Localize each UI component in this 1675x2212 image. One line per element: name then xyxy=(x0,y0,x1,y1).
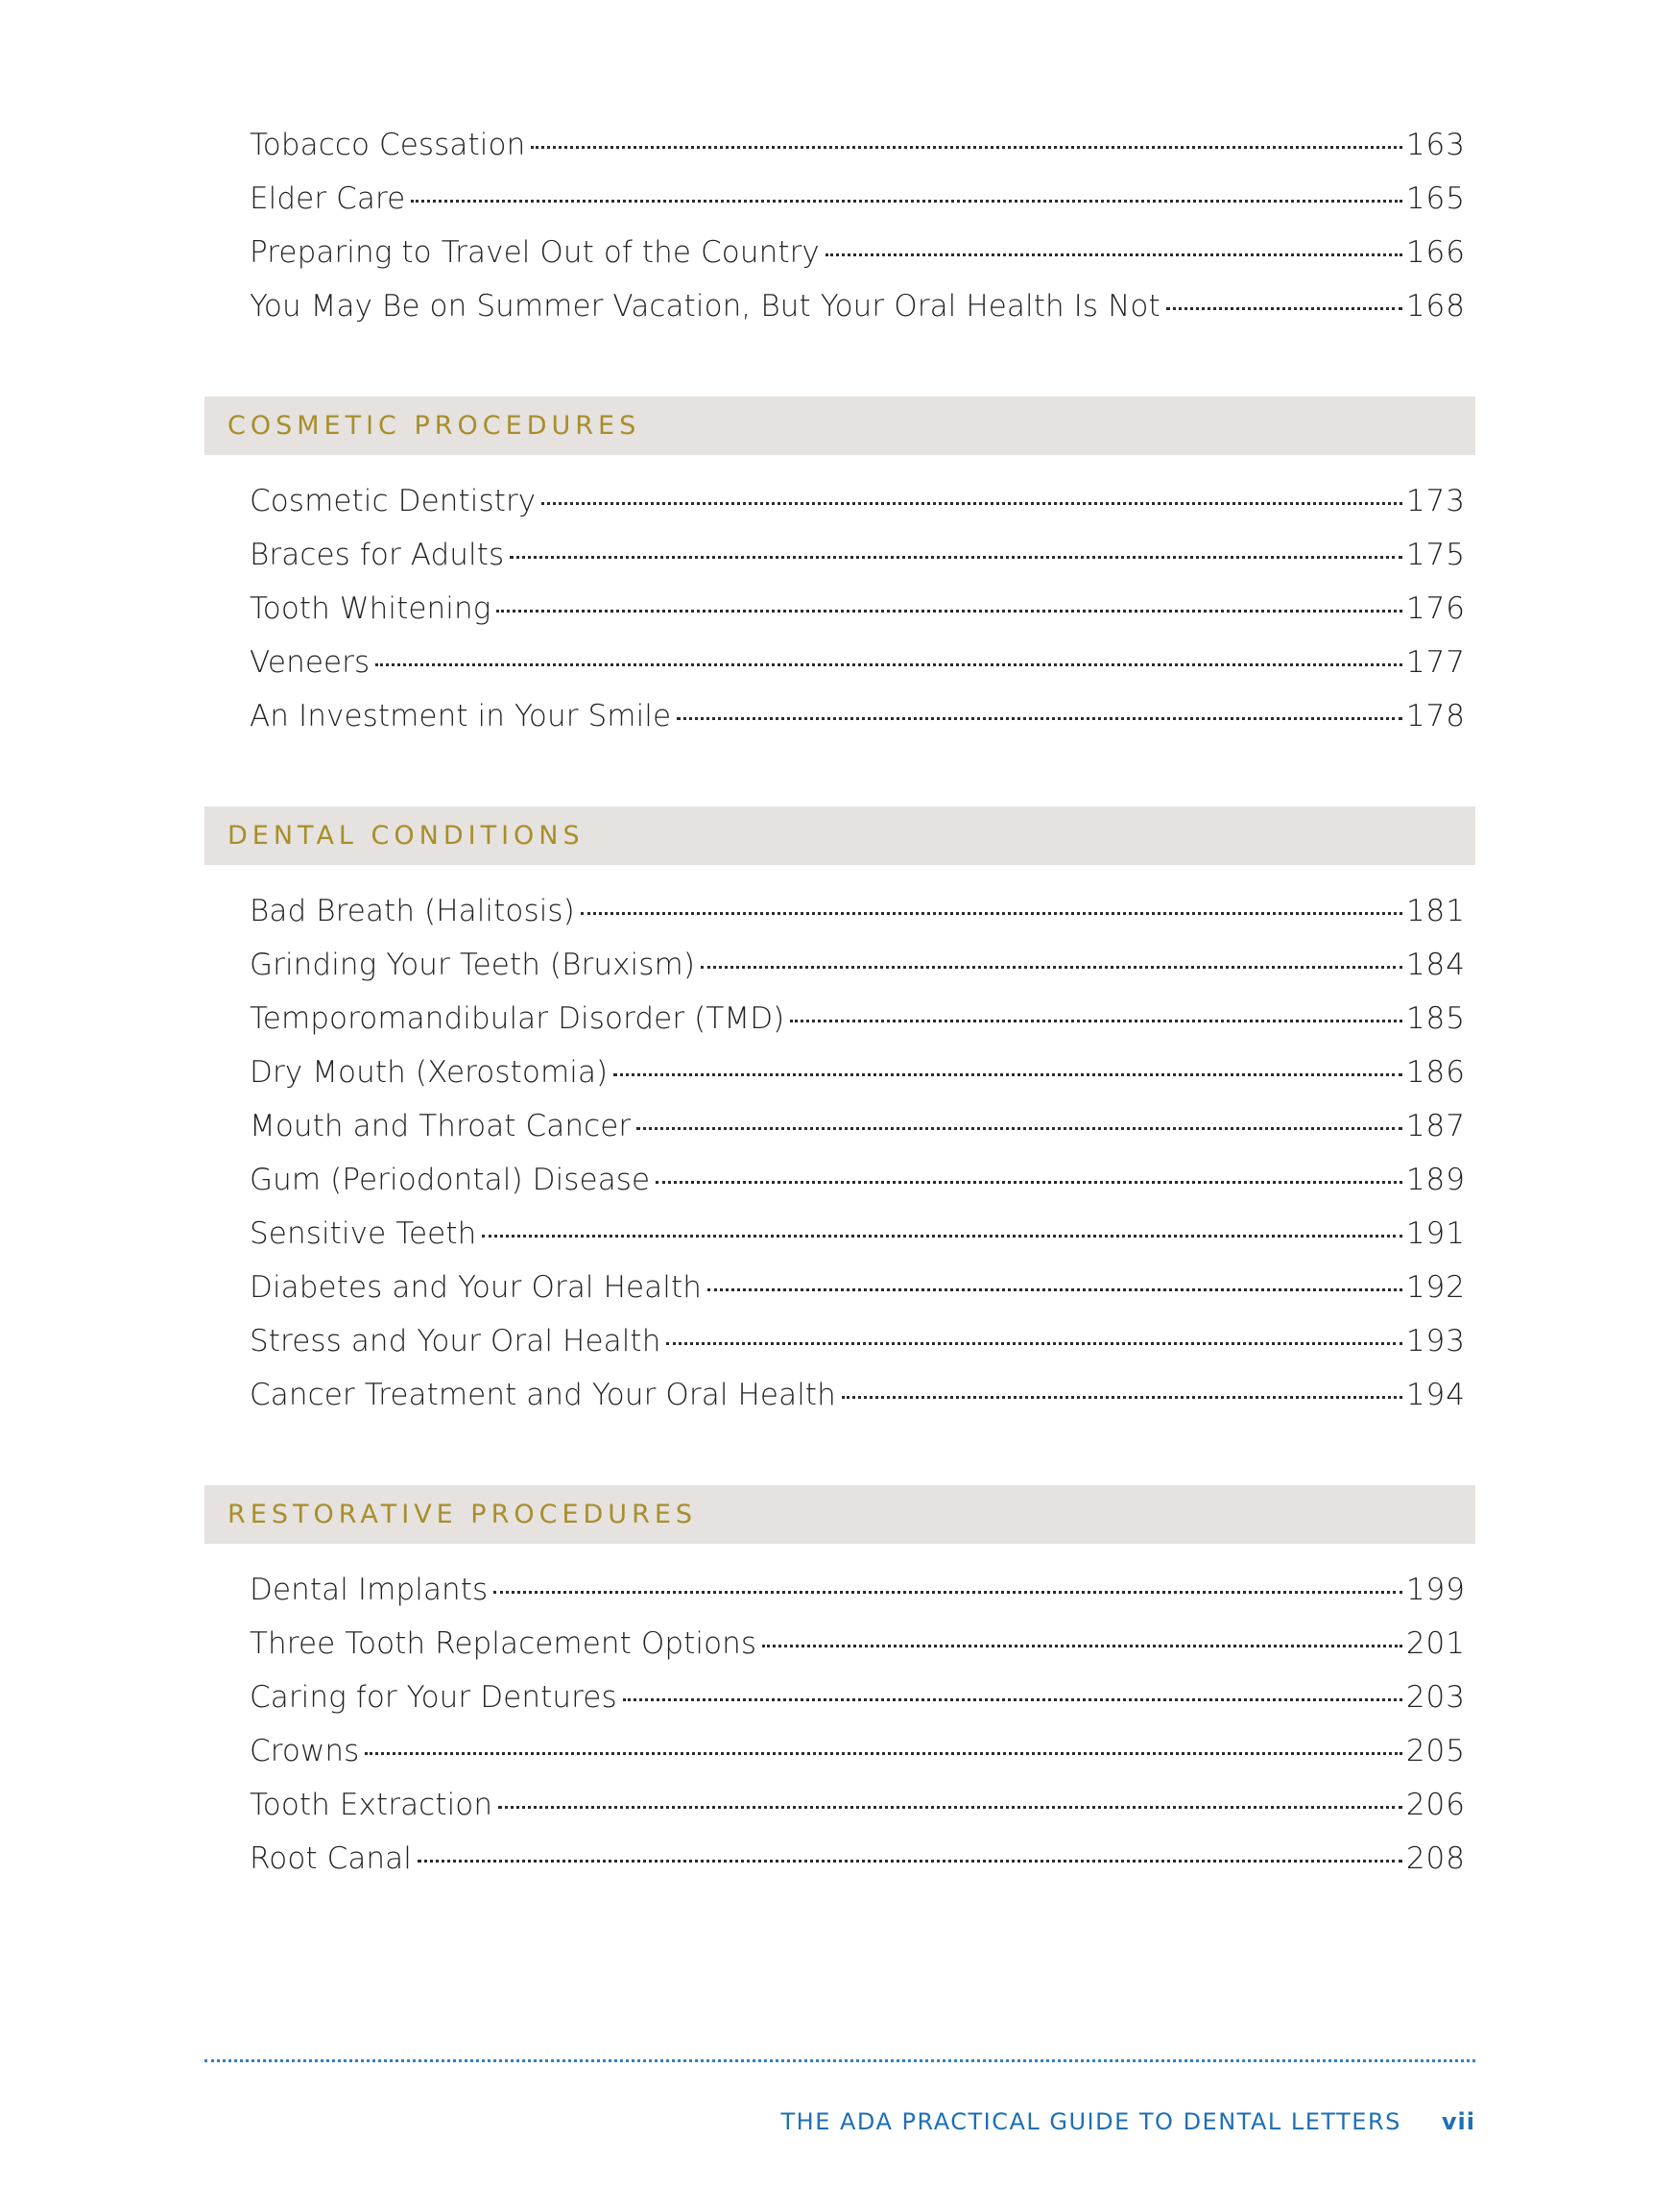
toc-entry-page: 184 xyxy=(1405,948,1466,982)
dot-leader xyxy=(842,1396,1402,1399)
footer-divider xyxy=(204,2059,1475,2062)
dot-leader xyxy=(1166,307,1402,310)
footer-page-number: vii xyxy=(1441,2108,1475,2135)
dot-leader xyxy=(498,1806,1402,1809)
toc-entry[interactable] xyxy=(250,992,1466,1046)
dot-leader xyxy=(411,200,1402,203)
toc-entry[interactable] xyxy=(250,1563,1466,1617)
toc-entry-title: Mouth and Throat Cancer xyxy=(250,1109,632,1143)
toc-entry[interactable] xyxy=(250,172,1466,226)
toc-entry-title: Braces for Adults xyxy=(250,538,505,572)
toc-entry[interactable] xyxy=(250,582,1466,636)
toc-entry-title: Dry Mouth (Xerostomia) xyxy=(250,1055,609,1090)
toc-entry[interactable] xyxy=(250,118,1466,172)
dot-leader xyxy=(375,663,1402,666)
dot-leader xyxy=(677,717,1402,720)
toc-entry[interactable] xyxy=(250,1314,1466,1368)
dot-leader xyxy=(762,1645,1402,1647)
toc-entry-title: Dental Implants xyxy=(250,1573,489,1607)
dot-leader xyxy=(531,146,1402,149)
toc-entry-page: 168 xyxy=(1405,289,1466,324)
toc-entry-title: Preparing to Travel Out of the Country xyxy=(250,235,820,270)
toc-entry-title: You May Be on Summer Vacation, But Your Oral Health Is Not xyxy=(250,289,1161,324)
toc-entry[interactable] xyxy=(250,1778,1466,1832)
toc-entry-title: Grinding Your Teeth (Bruxism) xyxy=(250,948,696,982)
toc-entry-page: 192 xyxy=(1405,1270,1466,1305)
toc-entry[interactable] xyxy=(250,1617,1466,1671)
toc-entry-page: 191 xyxy=(1405,1216,1466,1251)
toc-entry-page: 193 xyxy=(1405,1324,1466,1358)
toc-entry[interactable] xyxy=(250,1046,1466,1099)
toc-entry[interactable] xyxy=(250,279,1466,333)
toc-entry[interactable] xyxy=(250,636,1466,689)
toc-entry[interactable] xyxy=(250,474,1466,528)
toc-entry-page: 165 xyxy=(1405,181,1466,216)
toc-entry-page: 181 xyxy=(1405,894,1466,928)
toc-entry[interactable] xyxy=(250,1724,1466,1778)
dot-leader xyxy=(701,966,1402,969)
toc-entry-page: 187 xyxy=(1405,1109,1466,1143)
toc-entry-title: Cosmetic Dentistry xyxy=(250,484,537,518)
dot-leader xyxy=(656,1181,1402,1184)
toc-entry[interactable] xyxy=(250,1099,1466,1153)
dot-leader xyxy=(418,1860,1402,1863)
toc-entry-title: Stress and Your Oral Health xyxy=(250,1324,661,1358)
dot-leader xyxy=(541,502,1402,505)
toc-entry-list xyxy=(204,884,1475,1422)
toc-entry-page: 186 xyxy=(1405,1055,1466,1090)
toc-entry-page: 173 xyxy=(1405,484,1466,518)
dot-leader xyxy=(826,253,1402,256)
toc-entry-title: Sensitive Teeth xyxy=(250,1216,477,1251)
toc-entry-title: Crowns xyxy=(250,1734,360,1768)
toc-entry-page: 194 xyxy=(1405,1378,1466,1412)
toc-entry-title: Cancer Treatment and Your Oral Health xyxy=(250,1378,836,1412)
dot-leader xyxy=(581,912,1402,915)
toc-entry[interactable] xyxy=(250,1832,1466,1886)
dot-leader xyxy=(365,1752,1401,1755)
toc-entry-page: 205 xyxy=(1405,1734,1466,1768)
dot-leader xyxy=(623,1698,1402,1701)
toc-entry-page: 185 xyxy=(1405,1001,1466,1036)
footer-book-title: THE ADA PRACTICAL GUIDE TO DENTAL LETTERS xyxy=(780,2108,1401,2135)
page-footer xyxy=(204,2108,1475,2135)
toc-entry-page: 178 xyxy=(1405,699,1466,733)
toc-entry-title: Tooth Whitening xyxy=(250,591,491,626)
toc-entry[interactable] xyxy=(250,1261,1466,1314)
toc-entry-title: An Investment in Your Smile xyxy=(250,699,672,733)
toc-entry-title: Three Tooth Replacement Options xyxy=(250,1626,757,1661)
toc-entry[interactable] xyxy=(250,1153,1466,1207)
toc-entry-page: 203 xyxy=(1405,1680,1466,1715)
toc-entry-title: Caring for Your Dentures xyxy=(250,1680,617,1715)
toc-entry-page: 208 xyxy=(1405,1841,1466,1876)
dot-leader xyxy=(790,1020,1401,1022)
toc-entry-title: Gum (Periodontal) Disease xyxy=(250,1163,651,1197)
toc-entry-title: Veneers xyxy=(250,645,371,680)
dot-leader xyxy=(613,1073,1402,1076)
toc-entry-title: Diabetes and Your Oral Health xyxy=(250,1270,702,1305)
dot-leader xyxy=(707,1288,1402,1291)
toc-entry-page: 201 xyxy=(1405,1626,1466,1661)
toc-entry-page: 176 xyxy=(1405,591,1466,626)
section-heading-dental-conditions: DENTAL CONDITIONS xyxy=(204,806,1475,865)
toc-entry-page: 189 xyxy=(1405,1163,1466,1197)
toc-entry[interactable] xyxy=(250,884,1466,938)
toc-entry-list xyxy=(204,118,1475,333)
toc-entry-title: Tooth Extraction xyxy=(250,1788,493,1822)
toc-entry[interactable] xyxy=(250,226,1466,279)
dot-leader xyxy=(493,1591,1402,1594)
section-heading-restorative-procedures: RESTORATIVE PROCEDURES xyxy=(204,1485,1475,1544)
toc-entry-page: 175 xyxy=(1405,538,1466,572)
toc-entry-page: 166 xyxy=(1405,235,1466,270)
dot-leader xyxy=(510,556,1402,559)
toc-entry-list xyxy=(204,474,1475,743)
dot-leader xyxy=(636,1127,1402,1130)
toc-entry[interactable] xyxy=(250,689,1466,743)
toc-entry-page: 163 xyxy=(1405,128,1466,162)
toc-entry-page: 199 xyxy=(1405,1573,1466,1607)
dot-leader xyxy=(666,1342,1401,1345)
toc-entry-title: Temporomandibular Disorder (TMD) xyxy=(250,1001,785,1036)
toc-entry[interactable] xyxy=(250,1207,1466,1261)
toc-entry-page: 206 xyxy=(1405,1788,1466,1822)
toc-entry-list xyxy=(204,1563,1475,1886)
toc-entry[interactable] xyxy=(250,1368,1466,1422)
toc-entry-title: Root Canal xyxy=(250,1841,412,1876)
toc-entry-title: Bad Breath (Halitosis) xyxy=(250,894,575,928)
toc-entry-title: Tobacco Cessation xyxy=(250,128,526,162)
toc-entry-page: 177 xyxy=(1405,645,1466,680)
toc-entry[interactable] xyxy=(250,938,1466,992)
section-heading-cosmetic-procedures: COSMETIC PROCEDURES xyxy=(204,397,1475,455)
dot-leader xyxy=(482,1235,1402,1238)
toc-entry[interactable] xyxy=(250,1671,1466,1724)
toc-entry-title: Elder Care xyxy=(250,181,406,216)
table-of-contents xyxy=(204,0,1475,1886)
dot-leader xyxy=(496,610,1401,613)
toc-entry[interactable] xyxy=(250,528,1466,582)
